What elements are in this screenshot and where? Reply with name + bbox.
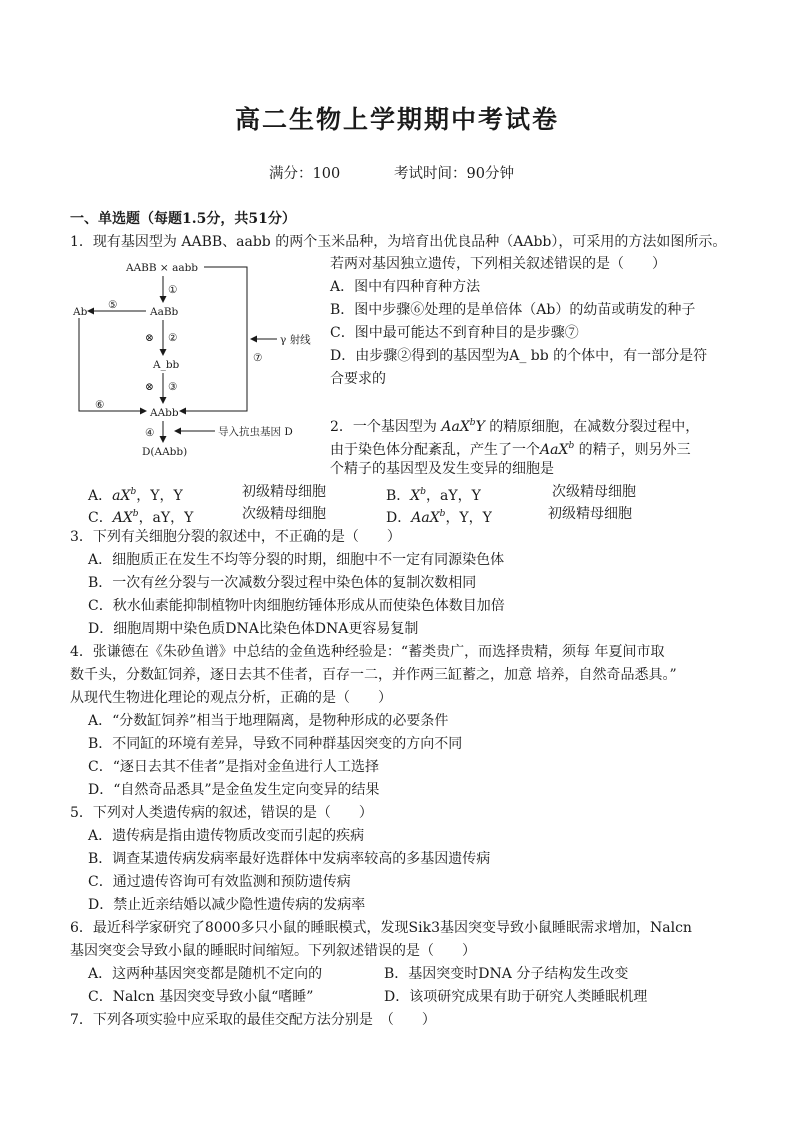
q2-option-b: B．$X^b$，aY，Y (386, 487, 481, 504)
q1-option-c: C．图中最可能达不到育种目的是步骤⑦ (330, 325, 579, 341)
full-score: 满分：100 (269, 166, 341, 182)
q6-option-a: A．这两种基因突变都是随机不定向的 (88, 966, 323, 982)
cross-icon: ⊗ (145, 332, 154, 344)
q6-stem: 6．最近科学家研究了8000多只小鼠的睡眠模式，发现Sik3基因突变导致小鼠睡眠需求增加，Nalcn (70, 920, 692, 936)
haploid-label: Ab (73, 306, 88, 318)
q4-stem-cont2: 从现代生物进化理论的观点分析，正确的是（ ） (70, 690, 392, 706)
q1-option-b: B．图中步骤⑥处理的是单倍体（Ab）的幼苗或萌发的种子 (330, 302, 696, 318)
q2-option-d: D．AaX$^b$，Y，Y (386, 509, 492, 526)
f1-label: AaBb (150, 306, 179, 318)
q2-stem-cont2: 个精子的基因型及发生变异的细胞是 (330, 461, 554, 477)
step6-label: ⑥ (95, 399, 105, 411)
q1-option-d: D．由步骤②得到的基因型为A_ bb 的个体中，有一部分是符 (330, 348, 708, 364)
q2-option-a: A．$aX^b$，Y，Y (88, 487, 183, 504)
final-label: D(AAbb) (142, 446, 188, 458)
step7-label: ⑦ (253, 352, 263, 364)
q4-option-b: B．不同缸的环境有差异，导致不同种群基因突变的方向不同 (88, 736, 463, 752)
q5-option-a: A．遗传病是指由遗传物质改变而引起的疾病 (88, 828, 365, 844)
q5-option-d: D．禁止近亲结婚以减少隐性遗传病的发病率 (88, 897, 366, 913)
q4-stem-cont: 数千头，分数缸饲养，逐日去其不佳者，百存一二，并作两三缸蓄之，加意 培养，自然奇品悉具。” (70, 667, 677, 683)
exam-time: 考试时间：90分钟 (394, 166, 514, 182)
q4-option-a: A．“分数缸饲养”相当于地理隔离，是物种形成的必要条件 (88, 713, 449, 729)
q2-stem: 2．一个基因型为 AaX$^b$Y 的精原细胞，在减数分裂过程中， (330, 418, 700, 435)
q1-stem-cont: 若两对基因独立遗传，下列相关叙述错误的是（ ） (330, 256, 666, 272)
section-heading: 一、单选题（每题1.5分，共51分） (70, 211, 296, 227)
breeding-diagram (70, 256, 330, 461)
step5-label: ⑤ (108, 299, 118, 311)
q1-stem: 1．现有基因型为 AABB、aabb 的两个玉米品种，为培育出优良品种（AAbb），可采用的方法如图所示。 (70, 234, 727, 250)
q3-option-d: D．细胞周期中染色质DNA比染色体DNA更容易复制 (88, 621, 419, 637)
q5-option-c: C．通过遗传咨询可有效监测和预防遗传病 (88, 874, 351, 890)
q5-stem: 5．下列对人类遗传病的叙述，错误的是（ ） (70, 805, 373, 821)
target-label: AAbb (150, 407, 179, 419)
ray-label: γ 射线 (280, 334, 311, 346)
q6-stem-cont: 基因突变会导致小鼠的睡眠时间缩短。下列叙述错误的是（ ） (70, 943, 476, 959)
q2-option-c: C．$AX^b$，aY，Y (88, 509, 194, 526)
step1-label: ① (168, 284, 178, 296)
q3-stem: 3．下列有关细胞分裂的叙述中，不正确的是（ ） (70, 529, 401, 545)
q3-option-b: B．一次有丝分裂与一次减数分裂过程中染色体的复制次数相同 (88, 575, 477, 591)
q2-option-d-cell: 初级精母细胞 (548, 506, 632, 522)
q1-option-a: A．图中有四种育种方法 (330, 279, 481, 295)
step7-arrow (180, 267, 247, 411)
mid-label: A_bb (153, 359, 180, 371)
step6-arrow (79, 318, 146, 411)
cross-icon: ⊗ (145, 381, 154, 393)
q3-option-c: C．秋水仙素能抑制植物叶肉细胞纺锤体形成从而使染色体数目加倍 (88, 598, 505, 614)
q2-stem-cont: 由于染色体分配紊乱，产生了一个AaX$^b$ 的精子，则另外三 (330, 441, 691, 458)
step2-label: ② (168, 332, 178, 344)
q5-option-b: B．调查某遗传病发病率最好选群体中发病率较高的多基因遗传病 (88, 851, 491, 867)
q4-option-c: C．“逐日去其不佳者”是指对金鱼进行人工选择 (88, 759, 380, 775)
q3-option-a: A．细胞质正在发生不均等分裂的时期，细胞中不一定有同源染色体 (88, 552, 505, 568)
step4-label: ④ (145, 427, 155, 439)
parents-label: AABB × aabb (126, 262, 199, 274)
q2-option-c-cell: 次级精母细胞 (242, 506, 326, 522)
q7-stem: 7．下列各项实验中应采取的最佳交配方法分别是 （ ） (70, 1012, 436, 1028)
gene-label: 导入抗虫基因 D (218, 426, 293, 438)
q1-option-d-cont: 合要求的 (330, 371, 386, 387)
q2-option-b-cell: 次级精母细胞 (552, 484, 636, 500)
q6-option-b: B．基因突变时DNA 分子结构发生改变 (384, 966, 629, 982)
q4-option-d: D．“自然奇品悉具”是金鱼发生定向变异的结果 (88, 782, 380, 798)
page-title: 高二生物上学期期中考试卷 (234, 105, 559, 134)
q4-stem: 4．张谦德在《朱砂鱼谱》中总结的金鱼选种经验是：“蓄类贵广，而选择贵精，须每 年夏间市取 (70, 644, 665, 660)
q6-option-c: C．Nalcn 基因突变导致小鼠“嗜睡” (88, 989, 314, 1005)
step3-label: ③ (168, 381, 178, 393)
q6-option-d: D．该项研究成果有助于研究人类睡眠机理 (384, 989, 648, 1005)
q2-option-a-cell: 初级精母细胞 (242, 484, 326, 500)
